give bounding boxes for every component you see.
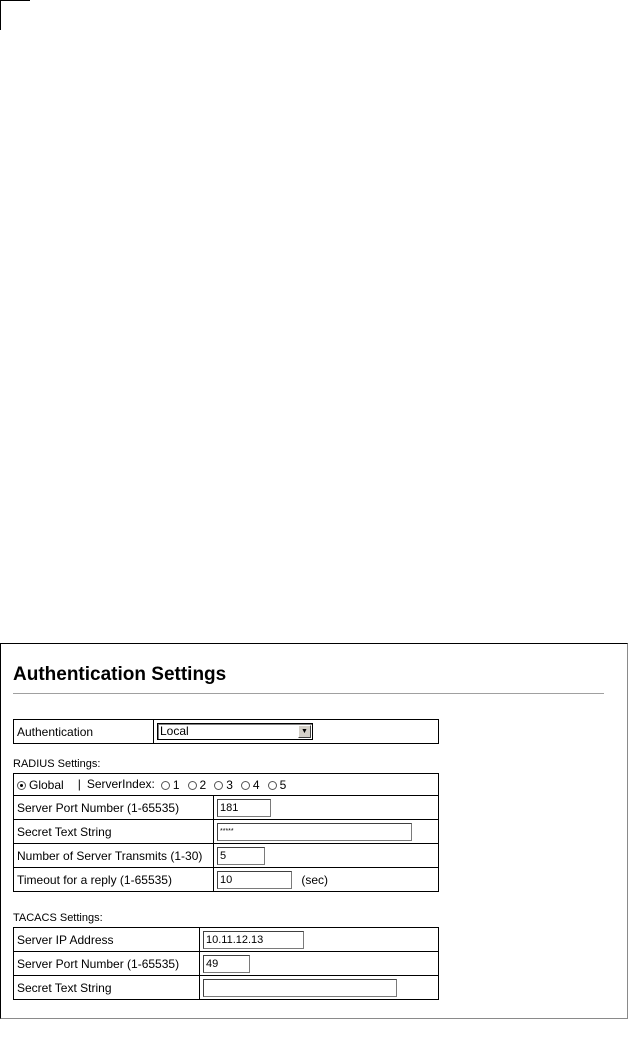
radio-unchecked-icon[interactable]: [161, 781, 170, 790]
radio-unchecked-icon[interactable]: [214, 781, 223, 790]
radio-server-index-1[interactable]: 1: [161, 778, 180, 792]
radius-port-cell: [214, 796, 439, 820]
radius-transmits-cell: [214, 844, 439, 868]
radius-transmits-row: [14, 844, 439, 868]
authentication-select[interactable]: [157, 723, 313, 740]
radius-secret-row: [14, 820, 439, 844]
authentication-settings-panel: [0, 643, 628, 1019]
radius-transmits-label: Number of Server Transmits (1-30): [14, 844, 214, 868]
tacacs-secret-row: [14, 976, 439, 1000]
radius-port-input[interactable]: 181: [217, 799, 271, 817]
authentication-label: Authentication: [14, 720, 154, 744]
tacacs-settings-table: [13, 927, 439, 1000]
radio-server-index-3[interactable]: 3: [214, 778, 233, 792]
tacacs-ip-row: [14, 928, 439, 952]
authentication-value-cell: [154, 720, 439, 744]
authentication-table: [13, 719, 439, 744]
crop-mark-vertical: [0, 0, 1, 30]
radio-unchecked-icon[interactable]: [241, 781, 250, 790]
server-index-label: ServerIndex:: [86, 777, 155, 792]
tacacs-secret-cell: [200, 976, 439, 1000]
crop-mark-horizontal: [0, 0, 30, 1]
radius-timeout-cell: [214, 868, 439, 892]
radius-port-row: [14, 796, 439, 820]
tacacs-port-row: [14, 952, 439, 976]
title-divider: [13, 693, 604, 694]
radius-secret-input[interactable]: *****: [217, 823, 412, 841]
radio-checked-icon[interactable]: [17, 781, 26, 790]
tacacs-secret-label: Secret Text String: [14, 976, 200, 1000]
radius-secret-cell: [214, 820, 439, 844]
tacacs-port-label: Server Port Number (1-65535): [14, 952, 200, 976]
radius-settings-table: [13, 773, 439, 892]
tacacs-ip-label: Server IP Address: [14, 928, 200, 952]
tacacs-port-cell: [200, 952, 439, 976]
timeout-unit: (sec): [301, 872, 329, 887]
tacacs-ip-input[interactable]: 10.11.12.13: [203, 931, 304, 949]
tacacs-ip-cell: [200, 928, 439, 952]
radius-secret-label: Secret Text String: [14, 820, 214, 844]
tacacs-section-label: TACACS Settings:: [13, 912, 103, 924]
radio-server-index-2[interactable]: 2: [188, 778, 207, 792]
tacacs-port-input[interactable]: 49: [203, 955, 250, 973]
radius-section-label: RADIUS Settings:: [13, 758, 101, 770]
tacacs-secret-input[interactable]: [203, 979, 397, 997]
radio-global[interactable]: Global: [17, 778, 64, 792]
authentication-selected-value: Local: [160, 724, 189, 738]
radius-timeout-row: [14, 868, 439, 892]
page-title: Authentication Settings: [13, 664, 227, 685]
radio-unchecked-icon[interactable]: [188, 781, 197, 790]
scope-separator: |: [77, 777, 81, 792]
radio-unchecked-icon[interactable]: [268, 781, 277, 790]
radius-scope-row: [14, 774, 439, 796]
radius-scope-cell: [14, 774, 439, 796]
radius-timeout-label: Timeout for a reply (1-65535): [14, 868, 214, 892]
radius-timeout-input[interactable]: 10: [217, 871, 292, 889]
radius-port-label: Server Port Number (1-65535): [14, 796, 214, 820]
triangle-down-icon[interactable]: ▼: [298, 725, 311, 738]
radius-transmits-input[interactable]: 5: [217, 847, 265, 865]
authentication-row: [14, 720, 439, 744]
radio-server-index-4[interactable]: 4: [241, 778, 260, 792]
radio-server-index-5[interactable]: 5: [268, 778, 287, 792]
